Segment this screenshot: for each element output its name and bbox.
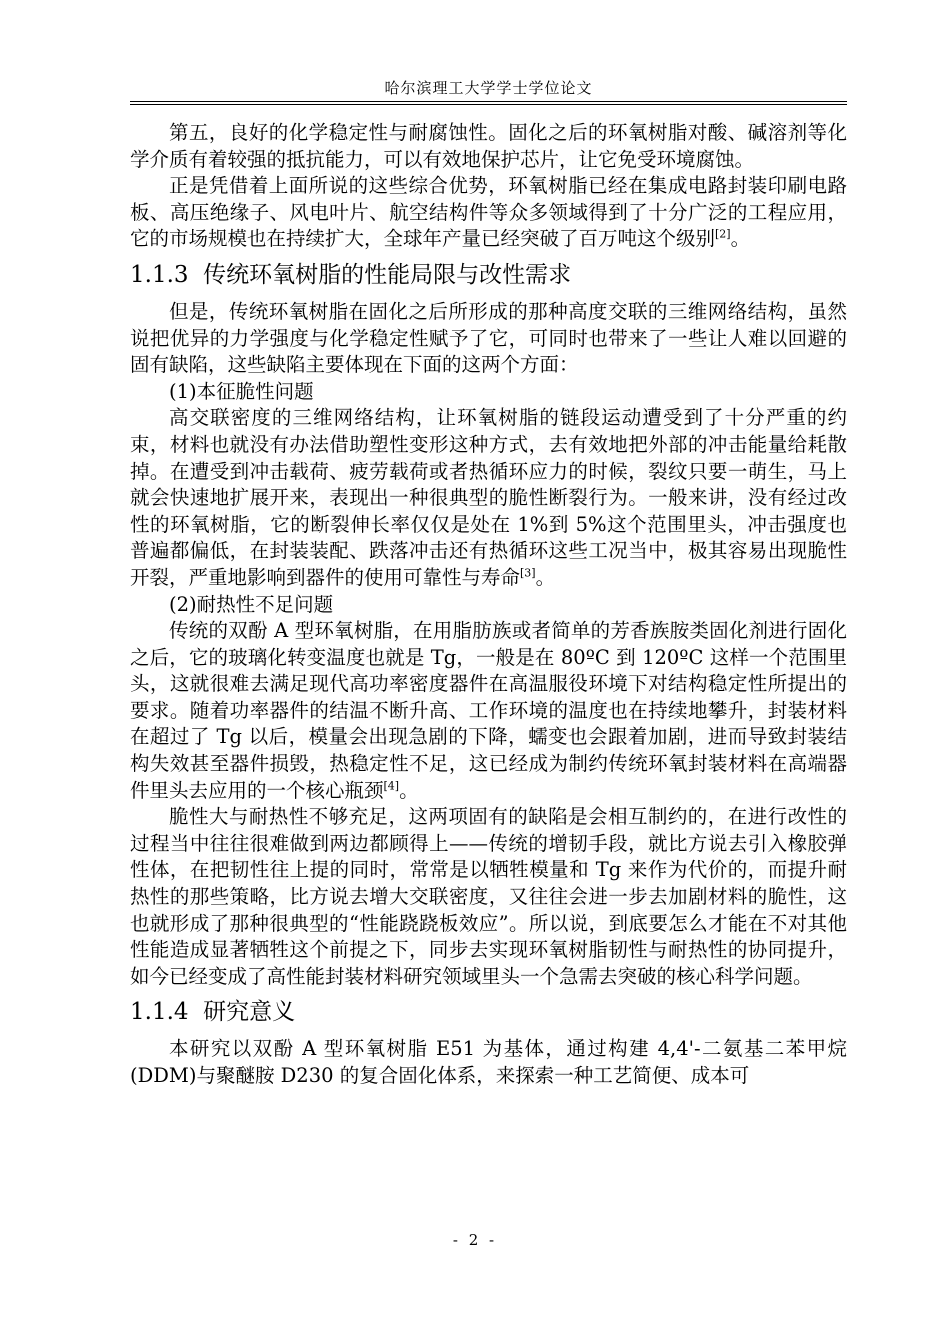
citation: [4] — [383, 779, 400, 793]
paragraph-end: 。 — [535, 565, 556, 589]
citation: [2] — [715, 227, 731, 241]
paragraph — [130, 173, 847, 253]
paragraph — [130, 405, 847, 591]
paragraph-text: 正是凭借着上面所说的这些综合优势，环氧树脂已经在集成电路封装印刷电路板、高压绝缘子、风电叶片、航空结构件等众多领域得到了十分广泛的工程应用，它的市场规模也在持续扩大，全球年产量已经突破了百万吨这个级别 — [130, 174, 847, 251]
paragraph: 本研究以双酚 A 型环氧树脂 E51 为基体，通过构建 4,4'-二氨基二苯甲烷(DDM)与聚醚胺 D230 的复合固化体系，来探索一种工艺简便、成本可 — [130, 1037, 847, 1087]
section-heading — [130, 990, 847, 1036]
paragraph: 第五，良好的化学稳定性与耐腐蚀性。固化之后的环氧树脂对酸、碱溶剂等化学介质有着较强的抵抗能力，可以有效地保护芯片，让它免受环境腐蚀。 — [130, 121, 847, 171]
page-number: - 2 - — [452, 1231, 498, 1249]
section-title: 研究意义 — [203, 999, 296, 1026]
section-title: 传统环氧树脂的性能局限与改性需求 — [203, 261, 572, 288]
paragraph-text: 高交联密度的三维网络结构，让环氧树脂的链段运动遭受到了十分严重的约束，材料也就没有办法借助塑性变形这种方式，去有效地把外部的冲击能量给耗散掉。在遭受到冲击载荷、疲劳载荷或者热循环应力的时候，裂纹只要一萌生，马上就会快速地扩展开来，表现出一种很典型的脆性断裂行为。一般来讲，没有经过改性的环氧树脂，它的断裂伸长率仅仅是处在 1%到 5%这个范围里头，冲击强度也普遍都偏低，在封装装配、跌落冲击还有热循环这些工况当中，极其容易出现脆性开裂，严重地影响到器件的使用可靠性与寿命 — [130, 406, 847, 589]
running-header: 哈尔滨理工大学学士学位论文 — [384, 79, 593, 97]
header-rule — [130, 101, 847, 105]
paragraph-end: 。 — [730, 227, 751, 251]
paragraph: 但是，传统环氧树脂在固化之后所形成的那种高度交联的三维网络结构，虽然说把优异的力学强度与化学稳定性赋予了它，可同时也带来了一些让人难以回避的固有缺陷，这些缺陷主要体现在下面的这两个方面： — [130, 299, 847, 377]
paragraph: 脆性大与耐热性不够充足，这两项固有的缺陷是会相互制约的，在进行改性的过程当中往往很难做到两边都顾得上——传统的增韧手段，就比方说去引入橡胶弹性体，在把韧性往上提的同时，常常是以牺牲模量和 Tg 来作为代价的，而提升耐热性的那些策略，比方说去增大交联密度，又往往会进一步去加剧材料的脆性，这也就形成了那种很典型的“性能跷跷板效应”。所以说，到底要怎么才能在不对其他性能造成显著牺牲这个前提之下，同步去实现环氧树脂韧性与耐热性的协同提升，如今已经变成了高性能封装材料研究领域里头一个急需去突破的核心科学问题。 — [130, 805, 847, 988]
body-text — [130, 120, 847, 1090]
section-number: 1.1.3 — [130, 261, 189, 288]
subheading: (2)耐热性不足问题 — [169, 592, 334, 616]
subheading: (1)本征脆性问题 — [169, 379, 314, 403]
paragraph-end: 。 — [399, 778, 419, 802]
paragraph — [130, 618, 847, 804]
section-heading — [130, 253, 847, 299]
section-number: 1.1.4 — [130, 999, 189, 1026]
citation: [3] — [520, 566, 536, 580]
paragraph-text: 传统的双酚 A 型环氧树脂，在用脂肪族或者简单的芳香族胺类固化剂进行固化之后，它的玻璃化转变温度也就是 Tg，一般是在 80ºC 到 120ºC 这样一个范围里头，这就很难去满足现代高功率密度器件在高温服役环境下对结构稳定性所提出的要求。随着功率器件的结温不断升高、工作环境的温度也在持续地攀升，封装材料在超过了 Tg 以后，模量会出现急剧的下降，蠕变也会跟着加剧，进而导致封装结构失效甚至器件损毁，热稳定性不足，这已经成为制约传统环氧封装材料在高端器件里头去应用的一个核心瓶颈 — [130, 619, 847, 802]
